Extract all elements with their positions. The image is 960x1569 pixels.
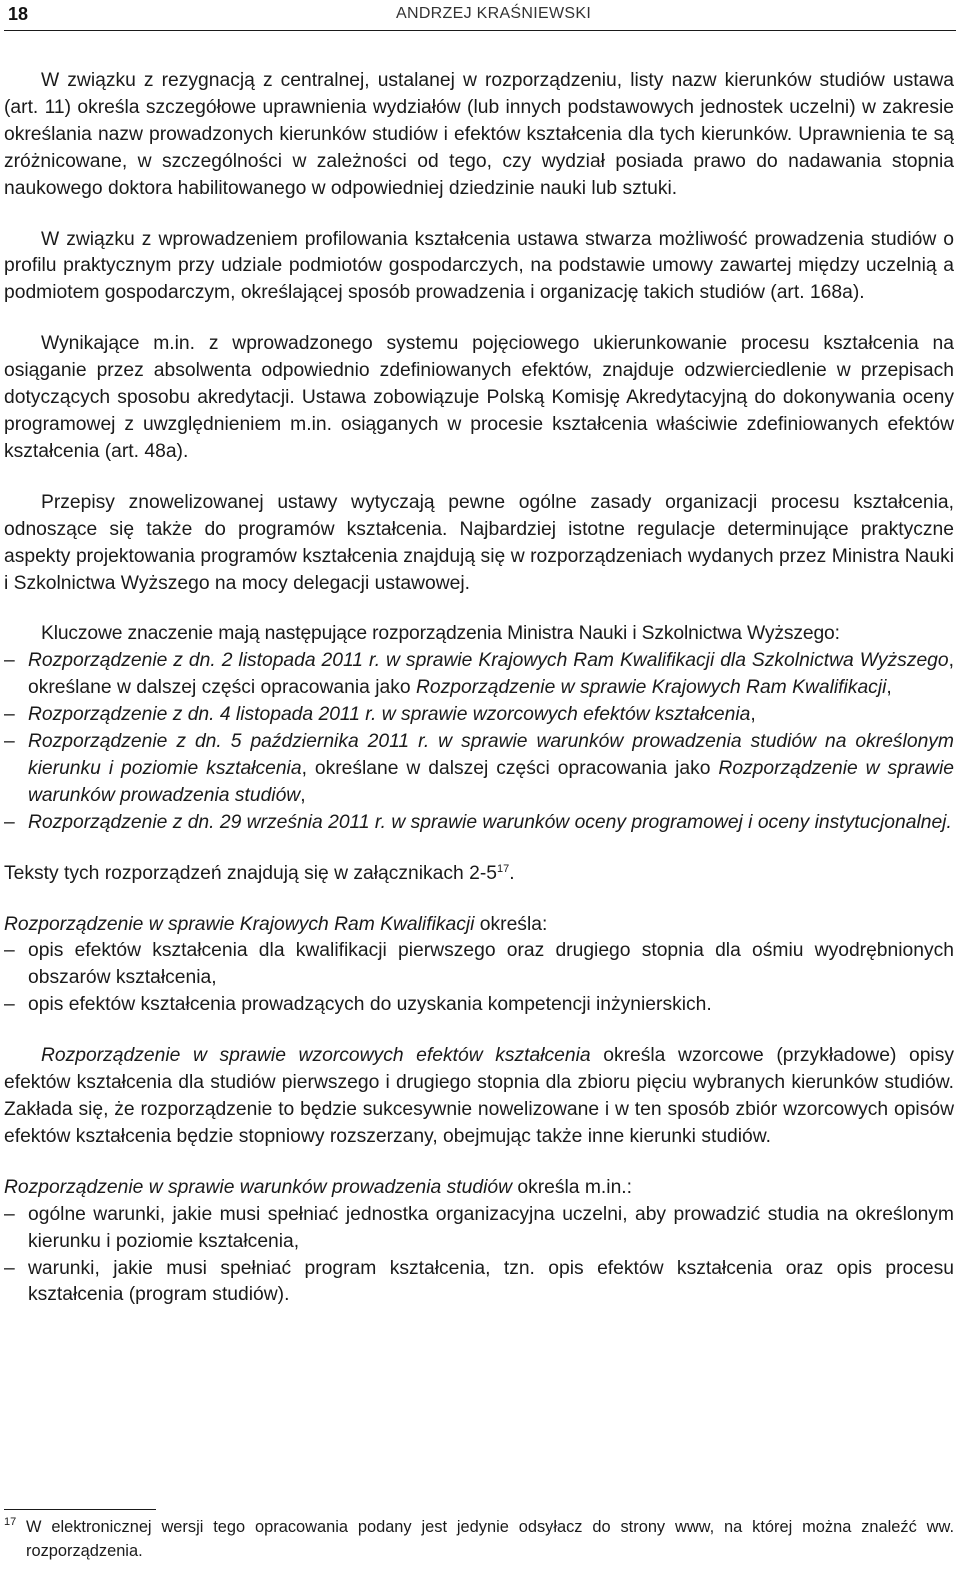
running-head: ANDRZEJ KRAŚNIEWSKI (396, 5, 592, 22)
footnote (4, 1515, 954, 1563)
paragraph-2: W związku z wprowadzeniem profilowania kształcenia ustawa stwarza możliwość prowadzenia studiów o profilu praktycznym przy udziale podmiotów gospodarczych, na podstawie umowy zawartej między uczelnią a podmiotem gospodarczym, określającej sposób prowadzenia i organizację takich studiów (art. 168a). (4, 228, 954, 304)
regulations-list (4, 648, 954, 836)
list-item: – warunki, jakie musi spełniać program kształcenia, tzn. opis efektów kształcenia oraz opis procesu kształcenia (program studiów). (4, 1256, 954, 1310)
regulation-title: Rozporządzenie z dn. 2 listopada 2011 r. w sprawie Krajowych Ram Kwalifikacji dla Szkolnictwa Wyższego (28, 650, 949, 672)
regulation-note: , określane w dalszej części opracowania jako (301, 757, 719, 779)
paragraph-1: W związku z rezygnacją z centralnej, ustalanej w rozporządzeniu, listy nazw kierunków studiów ustawa (art. 11) określa szczegółowe uprawnienia wydziałów (lub innych podstawowych jednostek uczelni) w zakresie określania nazw prowadzonych kierunków studiów i efektów kształcenia dla tych kierunków. Uprawnienia te są zróżnicowane, w szczególności w zależności od tego, czy wydział posiada prawo do nadawania stopnia naukowego doktora habilitowanego w odpowiedniej dziedzinie nauki lub sztuki. (4, 70, 954, 199)
regulation-note: , określane w dalszej części opracowania jako (28, 650, 954, 699)
footnote-divider (4, 1509, 156, 1510)
regulation-name: Rozporządzenie w sprawie warunków prowadzenia studiów (4, 1176, 512, 1198)
page-header (4, 0, 956, 31)
paragraph-3: Wynikające m.in. z wprowadzonego systemu pojęciowego ukierunkowanie procesu kształcenia na osiąganie przez absolwenta odpowiednio zdefiniowanych efektów, znajduje odzwierciedlenie w przepisach dotyczących sposobu akredytacji. Ustawa zobowiązuje Polską Komisję Akredytacyjną do dokonywania oceny programowej z uwzględnieniem m.in. osiąganych w procesie kształcenia właściwie zdefiniowanych efektów kształcenia (art. 48a). (4, 333, 954, 462)
regulation-title: Rozporządzenie z dn. 4 listopada 2011 r. w sprawie wzorcowych efektów kształcenia (28, 704, 751, 726)
paragraph-7 (4, 912, 954, 939)
footnote-text: W elektronicznej wersji tego opracowania podany jest jedynie odsyłacz do strony www, na której można znaleźć ww. rozporządzenia. (26, 1518, 954, 1560)
list-item (4, 810, 954, 837)
paragraph-4: Przepisy znowelizowanej ustawy wytyczają pewne ogólne zasady organizacji procesu kształcenia, odnoszące się także do programów kształcenia. Najbardziej istotne regulacje determinujące praktyczne aspekty projektowania programów kształcenia znajdują się w rozporządzeniach wydanych przez Ministra Nauki i Szkolnictwa Wyższego na mocy delegacji ustawowej. (4, 491, 954, 594)
sentence-end: . (509, 862, 515, 884)
attachments-text: Teksty tych rozporządzeń znajdują się w załącznikach 2-5 (4, 862, 497, 884)
page-number: 18 (8, 4, 29, 24)
qualifications-list (4, 938, 954, 1019)
regulation-alias: Rozporządzenie w sprawie warunków prowadzenia studiów (28, 757, 954, 806)
paragraph-text: określa m.in.: (512, 1176, 633, 1198)
list-item: – opis efektów kształcenia prowadzących do uzyskania kompetencji inżynierskich. (4, 992, 954, 1019)
list-item: – ogólne warunki, jakie musi spełniać jednostka organizacyjna uczelni, aby prowadzić studia na określonym kierunku i poziomie kształcenia, (4, 1202, 954, 1256)
list-item (4, 729, 954, 810)
regulation-name: Rozporządzenie w sprawie Krajowych Ram Kwalifikacji (4, 913, 475, 935)
paragraph-text: określa: (474, 913, 548, 935)
regulation-alias: Rozporządzenie w sprawie Krajowych Ram Kwalifikacji (415, 677, 887, 699)
paragraph-text: określa wzorcowe (przykładowe) opisy efektów kształcenia dla studiów pierwszego i drugiego stopnia dla zbioru pięciu wybranych kierunków studiów. Zakłada się, że rozporządzenie to będzie sukcesywnie nowelizowane i w ten sposób zbiór wzorcowych opisów efektów kształcenia będzie stopniowy rozszerzany, obejmując także inne kierunki studiów. (4, 1045, 954, 1147)
regulation-end: , (886, 677, 892, 699)
paragraph-6 (4, 861, 954, 888)
regulation-title: Rozporządzenie z dn. 5 października 2011 r. w sprawie warunków prowadzenia studiów na określonym kierunku i poziomie kształcenia (28, 731, 954, 779)
regulation-note: , (750, 704, 756, 726)
list-item (4, 648, 954, 702)
paragraph-9 (4, 1175, 954, 1202)
paragraph-8 (4, 1043, 954, 1151)
regulation-end: , (300, 784, 306, 806)
regulations-intro: Kluczowe znaczenie mają następujące rozporządzenia Ministra Nauki i Szkolnictwa Wyższego: (41, 623, 840, 645)
body-text (4, 68, 954, 1309)
list-item (4, 702, 954, 729)
regulation-title: Rozporządzenie z dn. 29 września 2011 r. w sprawie warunków oceny programowej i oceny instytucjonalnej. (28, 811, 952, 833)
list-item: – opis efektów kształcenia dla kwalifikacji pierwszego oraz drugiego stopnia dla ośmiu wyodrębnionych obszarów kształcenia, (4, 938, 954, 992)
footnote-number: 17 (4, 1516, 17, 1528)
footnote-ref[interactable]: 17 (496, 862, 510, 875)
conditions-list (4, 1202, 954, 1310)
regulation-name: Rozporządzenie w sprawie wzorcowych efektów kształcenia (41, 1045, 591, 1067)
